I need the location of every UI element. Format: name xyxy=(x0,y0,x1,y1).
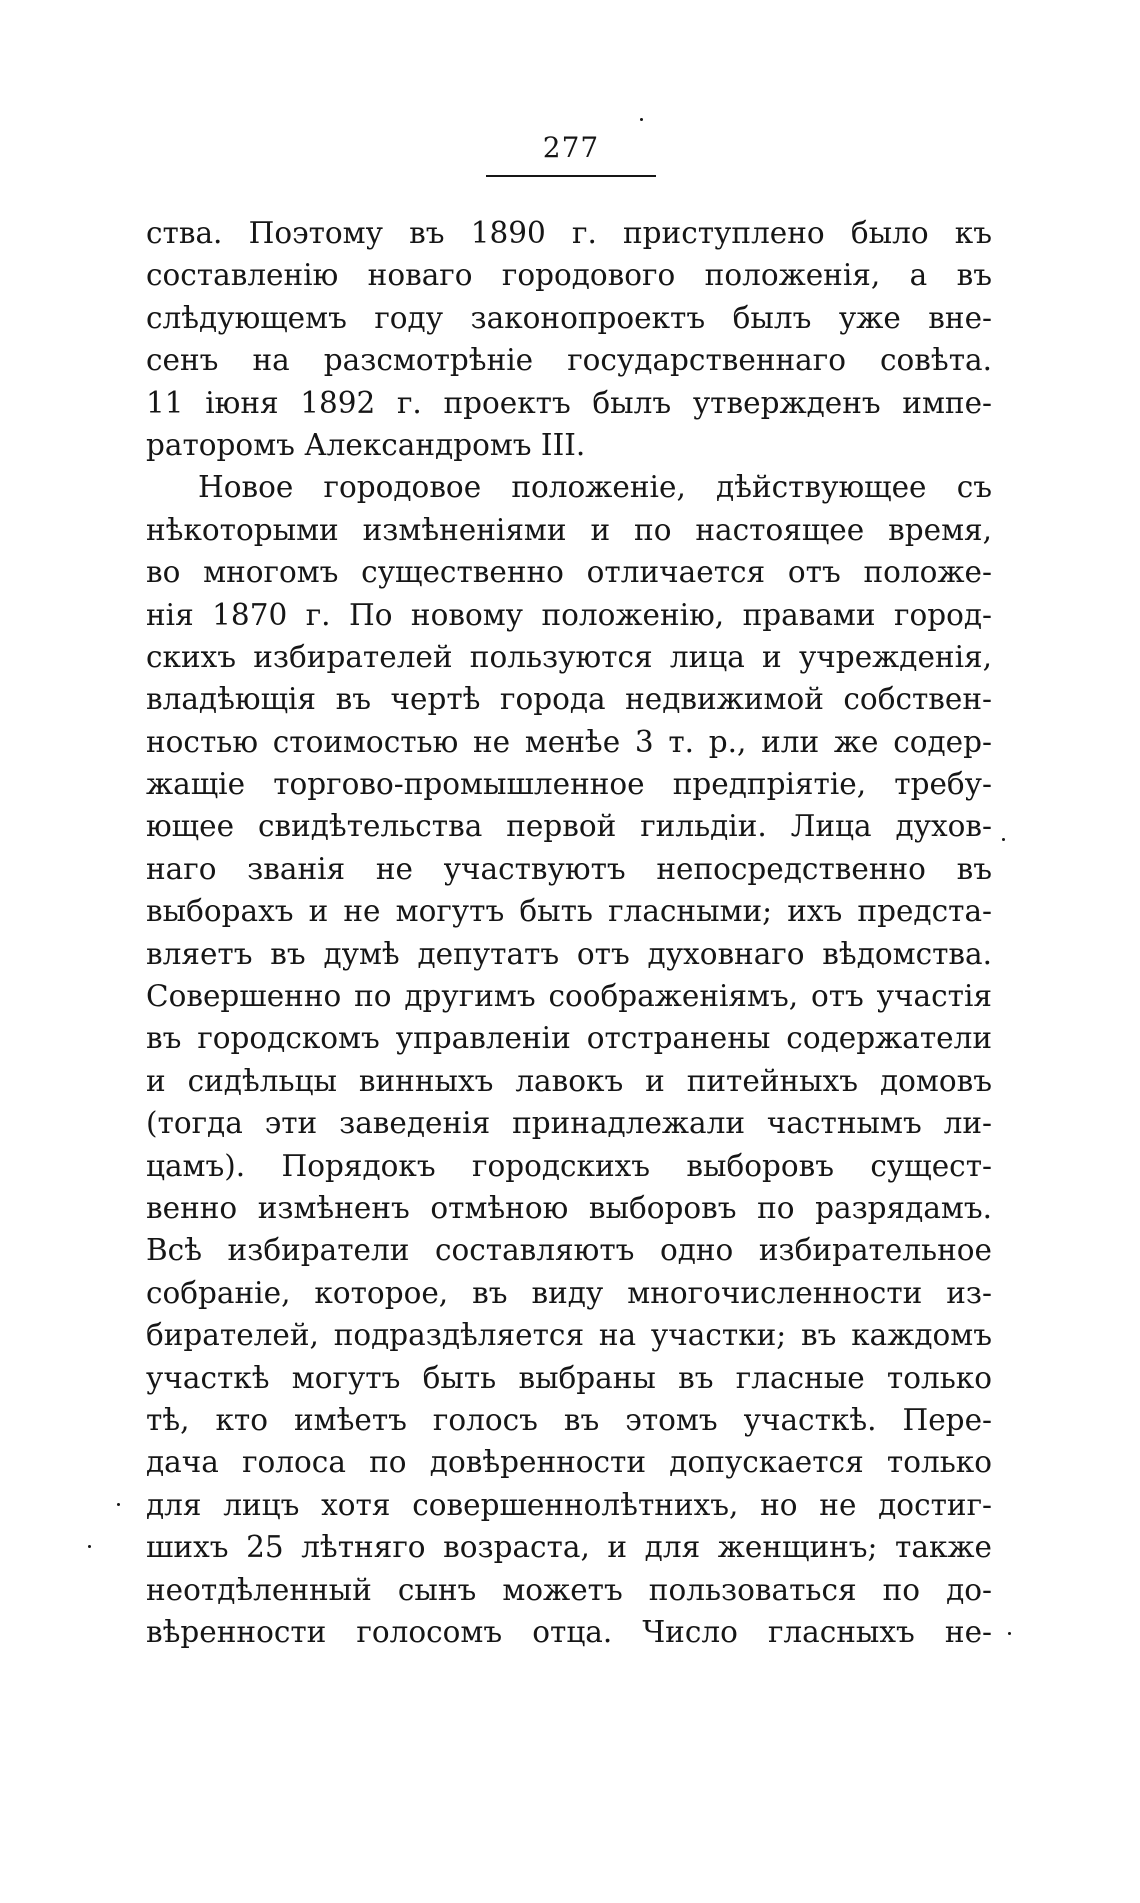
print-speck xyxy=(88,1545,91,1548)
text-line: въ городскомъ управленіи отстранены содержатели xyxy=(146,1021,992,1056)
print-speck xyxy=(640,118,643,121)
print-speck xyxy=(117,1503,120,1506)
text-line: вѣренности голосомъ отца. Число гласныхъ не- xyxy=(146,1614,992,1649)
text-line: сенъ на разсмотрѣніе государственнаго совѣта. xyxy=(146,343,992,378)
text-line: ства. Поэтому въ 1890 г. приступлено было къ xyxy=(146,216,992,250)
text-line: собраніе, которое, въ виду многочисленности из- xyxy=(146,1275,992,1310)
text-line: цамъ). Порядокъ городскихъ выборовъ сущест- xyxy=(146,1148,992,1183)
header-rule xyxy=(486,175,656,177)
text-line: наго званія не участвуютъ непосредственно въ xyxy=(146,851,992,886)
text-line: участкѣ могутъ быть выбраны въ гласные только xyxy=(146,1360,992,1395)
text-line: бирателей, подраздѣляется на участки; въ каждомъ xyxy=(146,1318,992,1353)
text-line: слѣдующемъ году законопроектъ былъ уже вне- xyxy=(146,300,992,335)
text-line: нѣкоторыми измѣненіями и по настоящее время, xyxy=(146,512,992,547)
text-line: Совершенно по другимъ соображеніямъ, отъ участія xyxy=(146,979,992,1014)
print-speck xyxy=(1002,838,1005,841)
text-line: ностью стоимостью не менѣе 3 т. р., или же содер- xyxy=(146,724,992,759)
text-line: для лицъ хотя совершеннолѣтнихъ, но не достиг- xyxy=(146,1487,992,1522)
print-speck xyxy=(1008,1632,1011,1635)
body-text xyxy=(146,212,992,1653)
text-line: владѣющія въ чертѣ города недвижимой собствен- xyxy=(146,682,992,717)
text-line: 11 іюня 1892 г. проектъ былъ утвержденъ импе- xyxy=(146,385,992,420)
text-line: (тогда эти заведенія принадлежали частнымъ ли- xyxy=(146,1106,992,1141)
page-number: 277 xyxy=(542,131,600,164)
text-line: венно измѣненъ отмѣною выборовъ по разрядамъ. xyxy=(146,1190,992,1225)
text-line: Всѣ избиратели составляютъ одно избирательное xyxy=(146,1233,992,1268)
text-line: раторомъ Александромъ III. xyxy=(146,427,586,462)
text-line: дача голоса по довѣренности допускается только xyxy=(146,1445,992,1480)
text-line: составленію новаго городового положенія, а въ xyxy=(146,258,992,293)
text-line: ющее свидѣтельства первой гильдіи. Лица духов- xyxy=(146,809,992,844)
text-line: нія 1870 г. По новому положенію, правами город- xyxy=(146,597,992,632)
text-line: скихъ избирателей пользуются лица и учрежденія, xyxy=(146,639,992,674)
text-line: вляетъ въ думѣ депутатъ отъ духовнаго вѣдомства. xyxy=(146,936,992,971)
text-line: тѣ, кто имѣетъ голосъ въ этомъ участкѣ. Пере- xyxy=(146,1402,992,1437)
text-line: во многомъ существенно отличается отъ положе- xyxy=(146,555,992,590)
text-line: жащіе торгово-промышленное предпріятіе, требу- xyxy=(146,767,992,802)
text-line: неотдѣленный сынъ можетъ пользоваться по до- xyxy=(146,1572,992,1607)
text-line: выборахъ и не могутъ быть гласными; ихъ предста- xyxy=(146,894,992,929)
text-line: шихъ 25 лѣтняго возраста, и для женщинъ; также xyxy=(146,1530,992,1565)
text-line: Новое городовое положеніе, дѣйствующее съ xyxy=(198,470,992,505)
text-line: и сидѣльцы винныхъ лавокъ и питейныхъ домовъ xyxy=(146,1063,992,1098)
